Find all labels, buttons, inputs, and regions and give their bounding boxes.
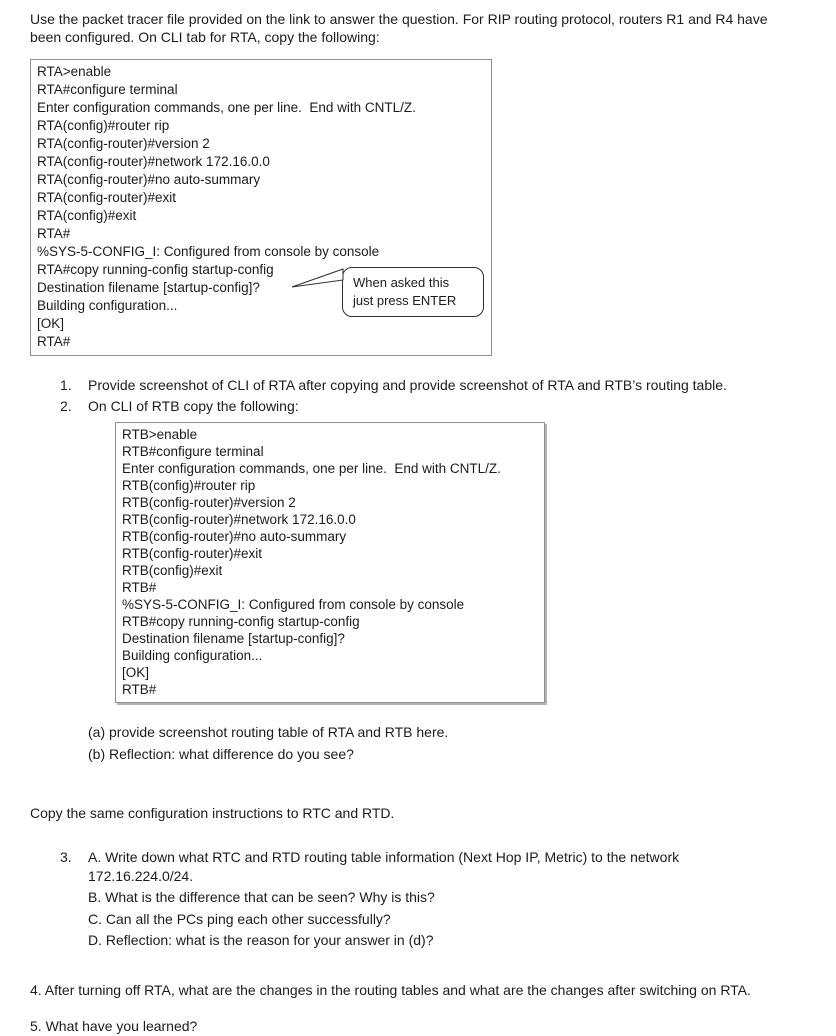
intro-paragraph: Use the packet tracer file provided on the link to answer the question. For RIP routing protocol, routers R1 and R4 have been configured. On CLI tab for RTA, copy the following: <box>30 11 768 46</box>
code-line: RTA(config-router)#no auto-summary <box>37 171 261 187</box>
callout-line-1: When asked this <box>353 274 450 290</box>
item-3b: B. What is the difference that can be seen? Why is this? <box>88 889 435 906</box>
item-3-number: 3. <box>60 849 72 866</box>
callout-line-2: just press ENTER <box>353 292 457 308</box>
code-line: RTA(config-router)#network 172.16.0.0 <box>37 153 270 169</box>
code-line: Building configuration... <box>37 297 178 313</box>
code-line: RTB(config)#exit <box>122 562 223 578</box>
item-2-text: On CLI of RTB copy the following: <box>88 398 299 415</box>
instruction-item-3 <box>60 848 836 952</box>
instruction-item-5: 5. What have you learned? <box>30 1018 198 1035</box>
code-line: RTB# <box>122 579 157 595</box>
code-line: %SYS-5-CONFIG_I: Configured from console by console <box>37 243 380 259</box>
code-line: Enter configuration commands, one per line. End with CNTL/Z. <box>122 460 501 476</box>
item-3a: A. Write down what RTC and RTD routing table information (Next Hop IP, Metric) to the network 172.16.224.0/24. <box>88 849 680 884</box>
code-line: [OK] <box>37 315 65 331</box>
item-3d: D. Reflection: what is the reason for your answer in (d)? <box>88 932 434 949</box>
sub-question-b: (b) Reflection: what difference do you see? <box>88 746 354 763</box>
code-line: [OK] <box>122 664 150 680</box>
code-line: RTA(config)#router rip <box>37 117 170 133</box>
code-line: RTB(config)#router rip <box>122 477 256 493</box>
code-line: RTA(config-router)#exit <box>37 189 177 205</box>
rtb-cli-block-wrapper <box>115 422 545 703</box>
code-line: RTA#configure terminal <box>37 81 178 97</box>
instruction-item-1 <box>60 376 836 394</box>
instruction-item-2 <box>60 397 836 415</box>
instruction-list <box>60 376 836 416</box>
rtb-cli-code-block <box>115 422 545 703</box>
item-3-sub-items <box>88 848 788 952</box>
code-line: RTA>enable <box>37 63 112 79</box>
code-line: RTA# <box>37 225 71 241</box>
item-3c: C. Can all the PCs ping each other successfully? <box>88 910 391 927</box>
copy-config-paragraph: Copy the same configuration instructions to RTC and RTD. <box>30 804 395 821</box>
sub-question-a: (a) provide screenshot routing table of RTA and RTB here. <box>88 723 449 740</box>
rta-cli-block-wrapper <box>30 59 492 356</box>
callout-bubble <box>342 267 484 317</box>
code-line: RTA(config)#exit <box>37 207 137 223</box>
code-line: RTB(config-router)#exit <box>122 545 263 561</box>
code-line: Destination filename [startup-config]? <box>122 630 345 646</box>
item-1-text: Provide screenshot of CLI of RTA after copying and provide screenshot of RTA and RTB’s routing table. <box>88 376 727 393</box>
code-line: Destination filename [startup-config]? <box>37 279 260 295</box>
code-line: RTA(config-router)#version 2 <box>37 135 210 151</box>
instruction-item-4: 4. After turning off RTA, what are the changes in the routing tables and what are the changes after switching on RTA. <box>30 981 751 998</box>
code-line: %SYS-5-CONFIG_I: Configured from console by console <box>122 596 465 612</box>
code-line: RTB#copy running-config startup-config <box>122 613 360 629</box>
item-3-row <box>60 848 836 952</box>
code-line: RTA#copy running-config startup-config <box>37 261 274 277</box>
code-line: RTB# <box>122 681 157 697</box>
sub-questions <box>88 723 836 764</box>
code-line: RTB(config-router)#network 172.16.0.0 <box>122 511 356 527</box>
code-line: Enter configuration commands, one per line. End with CNTL/Z. <box>37 99 416 115</box>
item-2-number: 2. <box>60 398 72 415</box>
code-line: RTB(config-router)#no auto-summary <box>122 528 347 544</box>
code-line: RTB>enable <box>122 426 198 442</box>
code-line: RTA# <box>37 333 71 349</box>
code-line: RTB(config-router)#version 2 <box>122 494 296 510</box>
code-line: RTB#configure terminal <box>122 443 264 459</box>
item-1-number: 1. <box>60 376 72 393</box>
code-line: Building configuration... <box>122 647 263 663</box>
